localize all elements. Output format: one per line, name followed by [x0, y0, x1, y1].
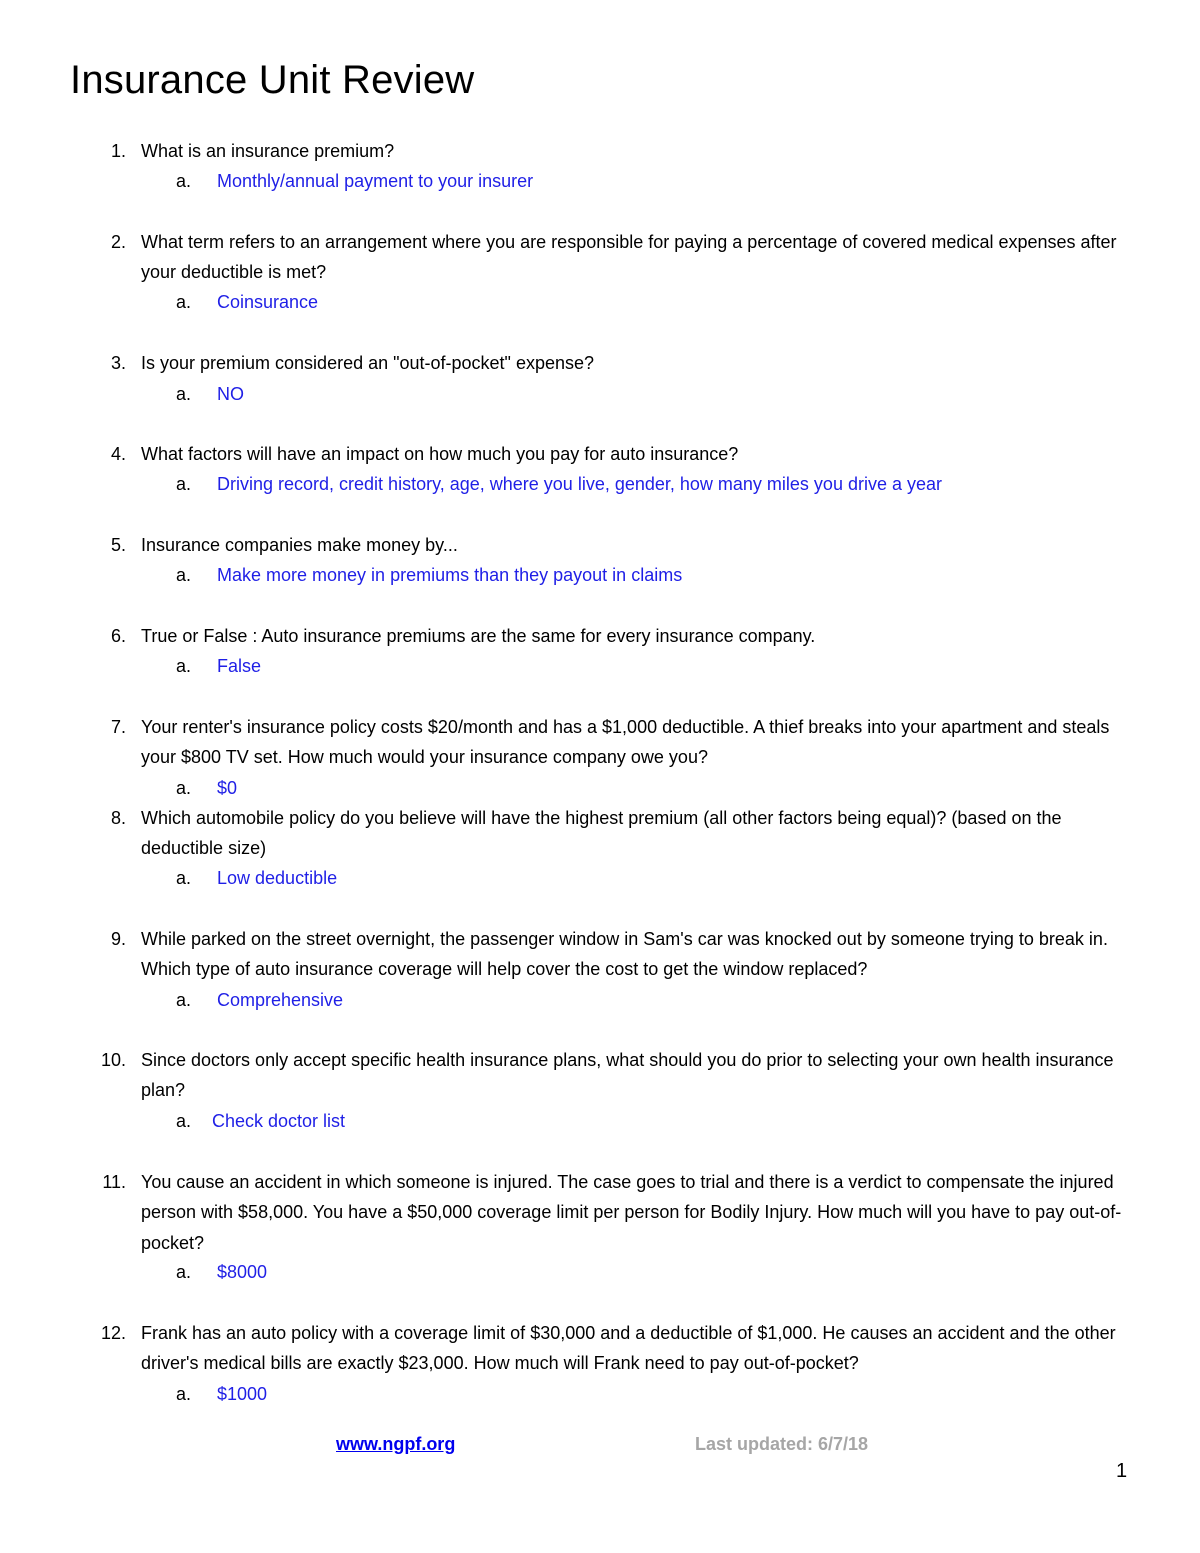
- question-text: What factors will have an impact on how much you pay for auto insurance?: [141, 444, 739, 464]
- question-number: 8.: [110, 808, 126, 828]
- answer-text: Coinsurance: [217, 292, 319, 312]
- answer-text: False: [217, 656, 262, 676]
- answer-letter: a.: [176, 778, 192, 798]
- answer-letter: a.: [176, 1384, 192, 1404]
- question-text: While parked on the street overnight, the passenger window in Sam's car was knocked out by someone trying to break in. Which type of auto insurance coverage will help cover the cost to get the window replaced?: [141, 929, 1108, 980]
- question-number: 6.: [110, 626, 126, 646]
- question-text: Which automobile policy do you believe will have the highest premium (all other factors being equal)? (based on the deductible size): [141, 808, 1062, 859]
- question-number: 2.: [110, 232, 126, 252]
- question-text: What is an insurance premium?: [141, 141, 395, 161]
- question-number: 1.: [110, 141, 126, 161]
- question-text: Frank has an auto policy with a coverage limit of $30,000 and a deductible of $1,000. He causes an accident and the other driver's medical bills are exactly $23,000. How much will Frank need to pay out-of-pocket?: [141, 1323, 1116, 1374]
- question-number: 3.: [110, 353, 126, 373]
- question-number: 4.: [110, 444, 126, 464]
- answer-letter: a.: [176, 171, 192, 191]
- answer-text: $8000: [217, 1262, 268, 1282]
- answer-letter: a.: [176, 474, 192, 494]
- question-number: 12.: [100, 1323, 126, 1343]
- question-text: Your renter's insurance policy costs $20/month and has a $1,000 deductible. A thief breaks into your apartment and steals your $800 TV set. How much would your insurance company owe you?: [141, 717, 1110, 768]
- answer-text: Make more money in premiums than they payout in claims: [217, 565, 683, 585]
- answer-text: Low deductible: [217, 868, 338, 888]
- answer-text: $1000: [217, 1384, 268, 1404]
- answer-text: $0: [217, 778, 238, 798]
- question-text: Is your premium considered an "out-of-pocket" expense?: [141, 353, 595, 373]
- question-number: 7.: [110, 717, 126, 737]
- answer-letter: a.: [176, 868, 192, 888]
- page-title: Insurance Unit Review: [70, 58, 475, 102]
- question-number: 11.: [102, 1172, 126, 1192]
- answer-letter: a.: [176, 1111, 192, 1131]
- answer-letter: a.: [176, 1262, 192, 1282]
- question-text: You cause an accident in which someone is injured. The case goes to trial and there is a verdict to compensate the injured person with $58,000. You have a $50,000 coverage limit per person for Bodily Injury. How much will you have to pay out-of-pocket?: [141, 1172, 1122, 1253]
- question-number: 5.: [110, 535, 126, 555]
- answer-text: Comprehensive: [217, 990, 344, 1010]
- answer-text: Driving record, credit history, age, where you live, gender, how many miles you drive a year: [217, 474, 942, 494]
- answer-letter: a.: [176, 384, 192, 404]
- answer-letter: a.: [176, 656, 192, 676]
- answer-text: NO: [217, 384, 244, 404]
- footer-website-link[interactable]: www.ngpf.org: [336, 1434, 456, 1454]
- question-text: Insurance companies make money by...: [141, 535, 458, 555]
- question-number: 10.: [100, 1050, 126, 1070]
- answer-text: Check doctor list: [212, 1111, 346, 1131]
- answer-letter: a.: [176, 292, 192, 312]
- question-text: True or False : Auto insurance premiums are the same for every insurance company.: [141, 626, 816, 646]
- question-text: What term refers to an arrangement where you are responsible for paying a percentage of covered medical expenses after your deductible is met?: [141, 232, 1117, 283]
- page-number: 1: [1116, 1460, 1128, 1482]
- answer-letter: a.: [176, 565, 192, 585]
- question-number: 9.: [110, 929, 126, 949]
- answer-text: Monthly/annual payment to your insurer: [217, 171, 534, 191]
- answer-letter: a.: [176, 990, 192, 1010]
- last-updated-text: Last updated: 6/7/18: [695, 1434, 869, 1454]
- question-text: Since doctors only accept specific health insurance plans, what should you do prior to selecting your own health insurance plan?: [141, 1050, 1114, 1101]
